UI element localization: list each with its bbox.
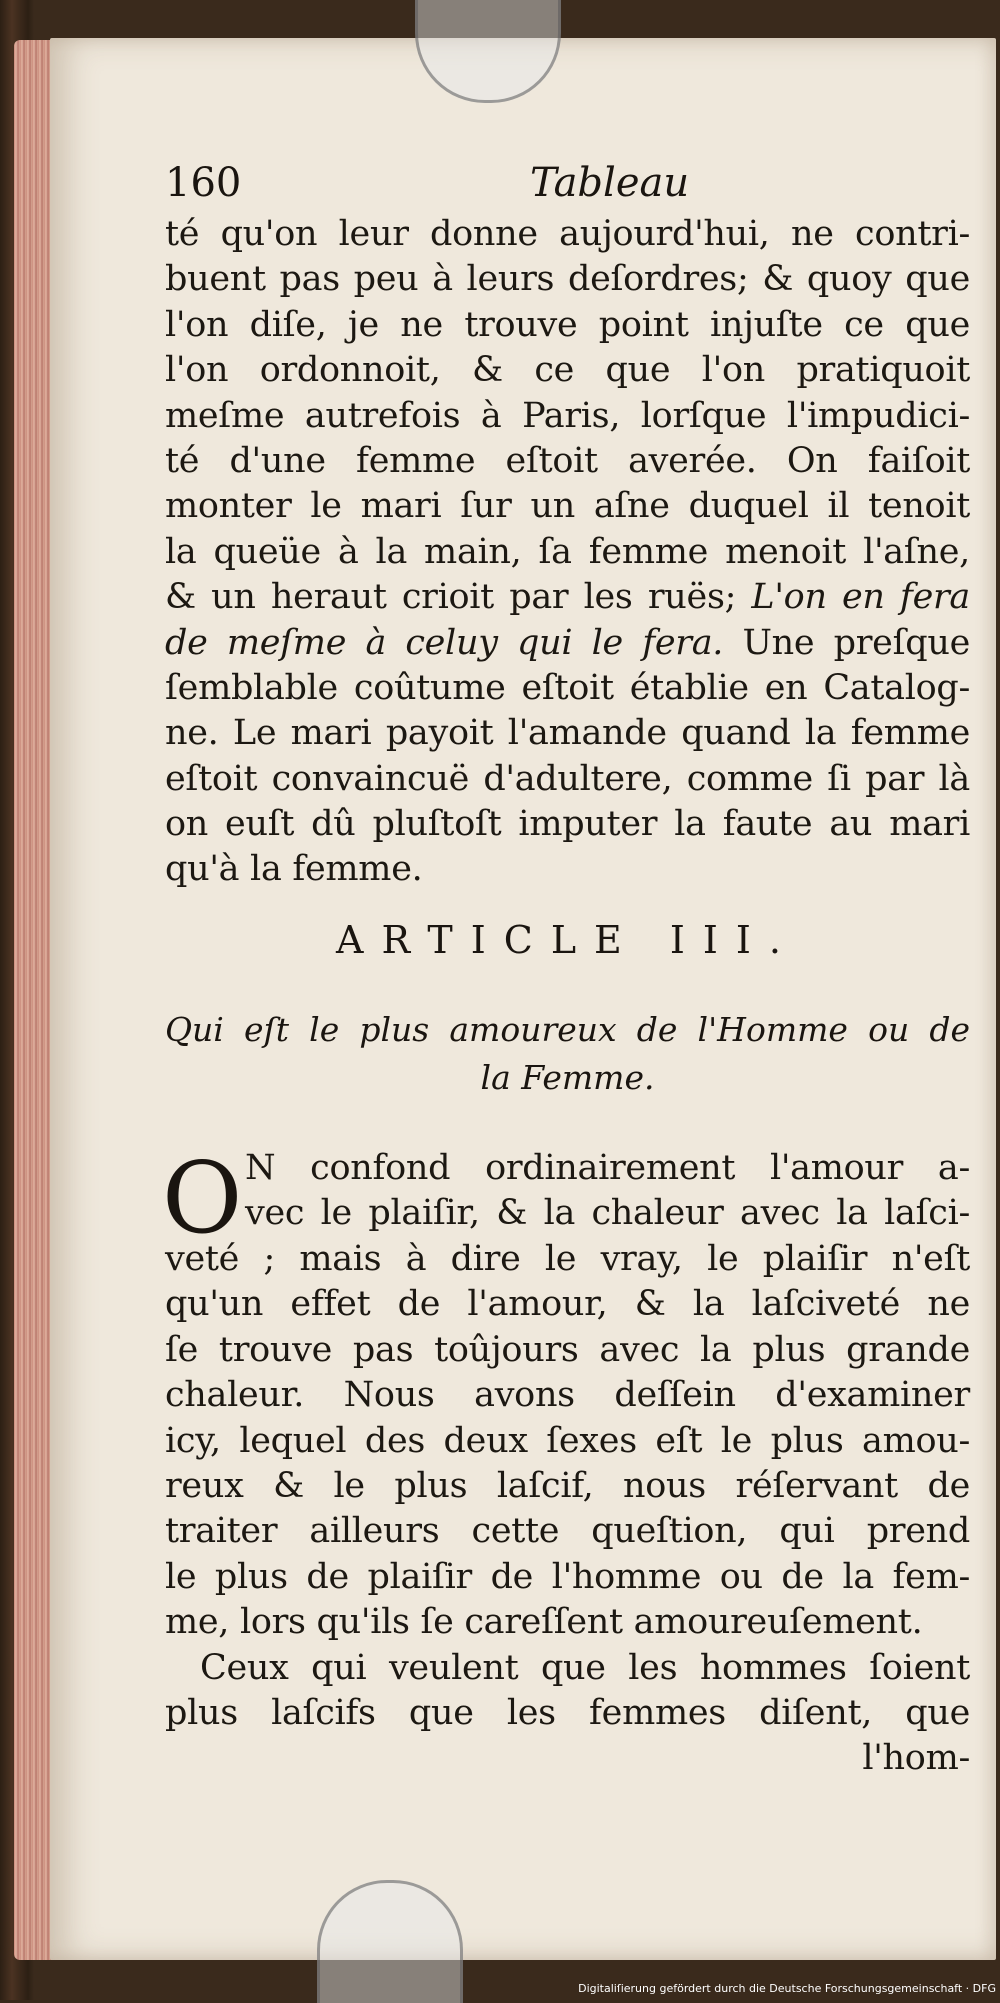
text-line: Ceux qui veulent que les hommes ſoient: [200, 1648, 970, 1688]
text-line: monter le mari ſur un aſne duquel il tenoit: [165, 486, 970, 527]
paragraph-1: [165, 212, 970, 893]
text-line: ſemblable coûtume eſtoit établie en Catalog-: [165, 667, 970, 708]
text-line: qu'un effet de l'amour, & la laſciveté ne: [165, 1284, 970, 1325]
drop-cap: O: [162, 1142, 243, 1256]
text-segment: Une preſque: [723, 622, 970, 663]
text-line: té d'une femme eſtoit averée. On faiſoit: [165, 440, 970, 481]
text-line: reux & le plus laſcif, nous réſervant de: [165, 1465, 970, 1506]
paragraph-3: [200, 1646, 970, 1691]
text-line: [165, 575, 970, 620]
text-line: l'on diſe, je ne trouve point injuſte ce que: [165, 304, 970, 345]
text-line: me, lors qu'ils ſe careſſent amoureuſement.: [165, 1602, 923, 1643]
text-line: buent pas peu à leurs deſordres; & quoy que: [165, 259, 970, 300]
digitization-credit: Digitaliſierung gefördert durch die Deutsche Forschungsgemeinschaft · DFG: [578, 1982, 996, 1995]
paragraph-2-indented: [245, 1146, 970, 1237]
running-title: Tableau: [530, 160, 690, 206]
text-line: chaleur. Nous avons deſſein d'examiner: [165, 1375, 970, 1416]
text-line: la queüe à la main, ſa femme menoit l'aſne,: [165, 531, 970, 572]
text-line: le plus de plaiſir de l'homme ou de la fem-: [165, 1556, 970, 1597]
text-line: veté ; mais à dire le vray, le plaiſir n'eſt: [165, 1239, 970, 1279]
catchword: l'hom-: [862, 1738, 970, 1779]
text-line: té qu'on leur donne aujourd'hui, ne contri-: [165, 214, 970, 254]
text-line: meſme autrefois à Paris, lorſque l'impudici-: [165, 395, 970, 436]
text-line: ſe trouve pas toûjours avec la plus grande: [165, 1329, 970, 1370]
text-line: on euſt dû pluſtoſt imputer la faute au mari: [165, 804, 970, 845]
text-line: qu'à la femme.: [165, 849, 423, 890]
text-segment: & un heraut crioit par les ruës;: [165, 577, 752, 618]
text-line: traiter ailleurs cette queſtion, qui prend: [165, 1511, 970, 1552]
text-line: eſtoit convaincuë d'adultere, comme ſi par là: [165, 758, 970, 799]
text-line: icy, lequel des deux ſexes eſt le plus amou-: [165, 1420, 970, 1461]
page-number: 160: [165, 160, 242, 206]
article-subtitle-line-2: la Femme.: [480, 1058, 655, 1097]
article-subtitle-line-1: Qui eſt le plus amoureux de l'Homme ou de: [165, 1010, 970, 1049]
paragraph-3-cont: [165, 1691, 970, 1782]
italic-quote: L'on en fera: [751, 577, 970, 618]
text-line: l'on ordonnoit, & ce que l'on pratiquoit: [165, 350, 970, 391]
paragraph-2: [165, 1237, 970, 1646]
text-line: plus laſcifs que les femmes diſent, que: [165, 1693, 970, 1733]
text-line: [165, 621, 970, 666]
text-line: N confond ordinairement l'amour a-: [245, 1148, 970, 1188]
page-clip-bottom: [317, 1880, 463, 2003]
text-line: ne. Le mari payoit l'amande quand la femme: [165, 713, 970, 754]
article-heading: ARTICLE III.: [336, 918, 799, 962]
italic-quote-end: de meſme à celuy qui le fera.: [165, 622, 724, 663]
text-line: vec le plaiſir, & la chaleur avec la laſci-: [245, 1193, 970, 1234]
running-head: [165, 160, 725, 210]
